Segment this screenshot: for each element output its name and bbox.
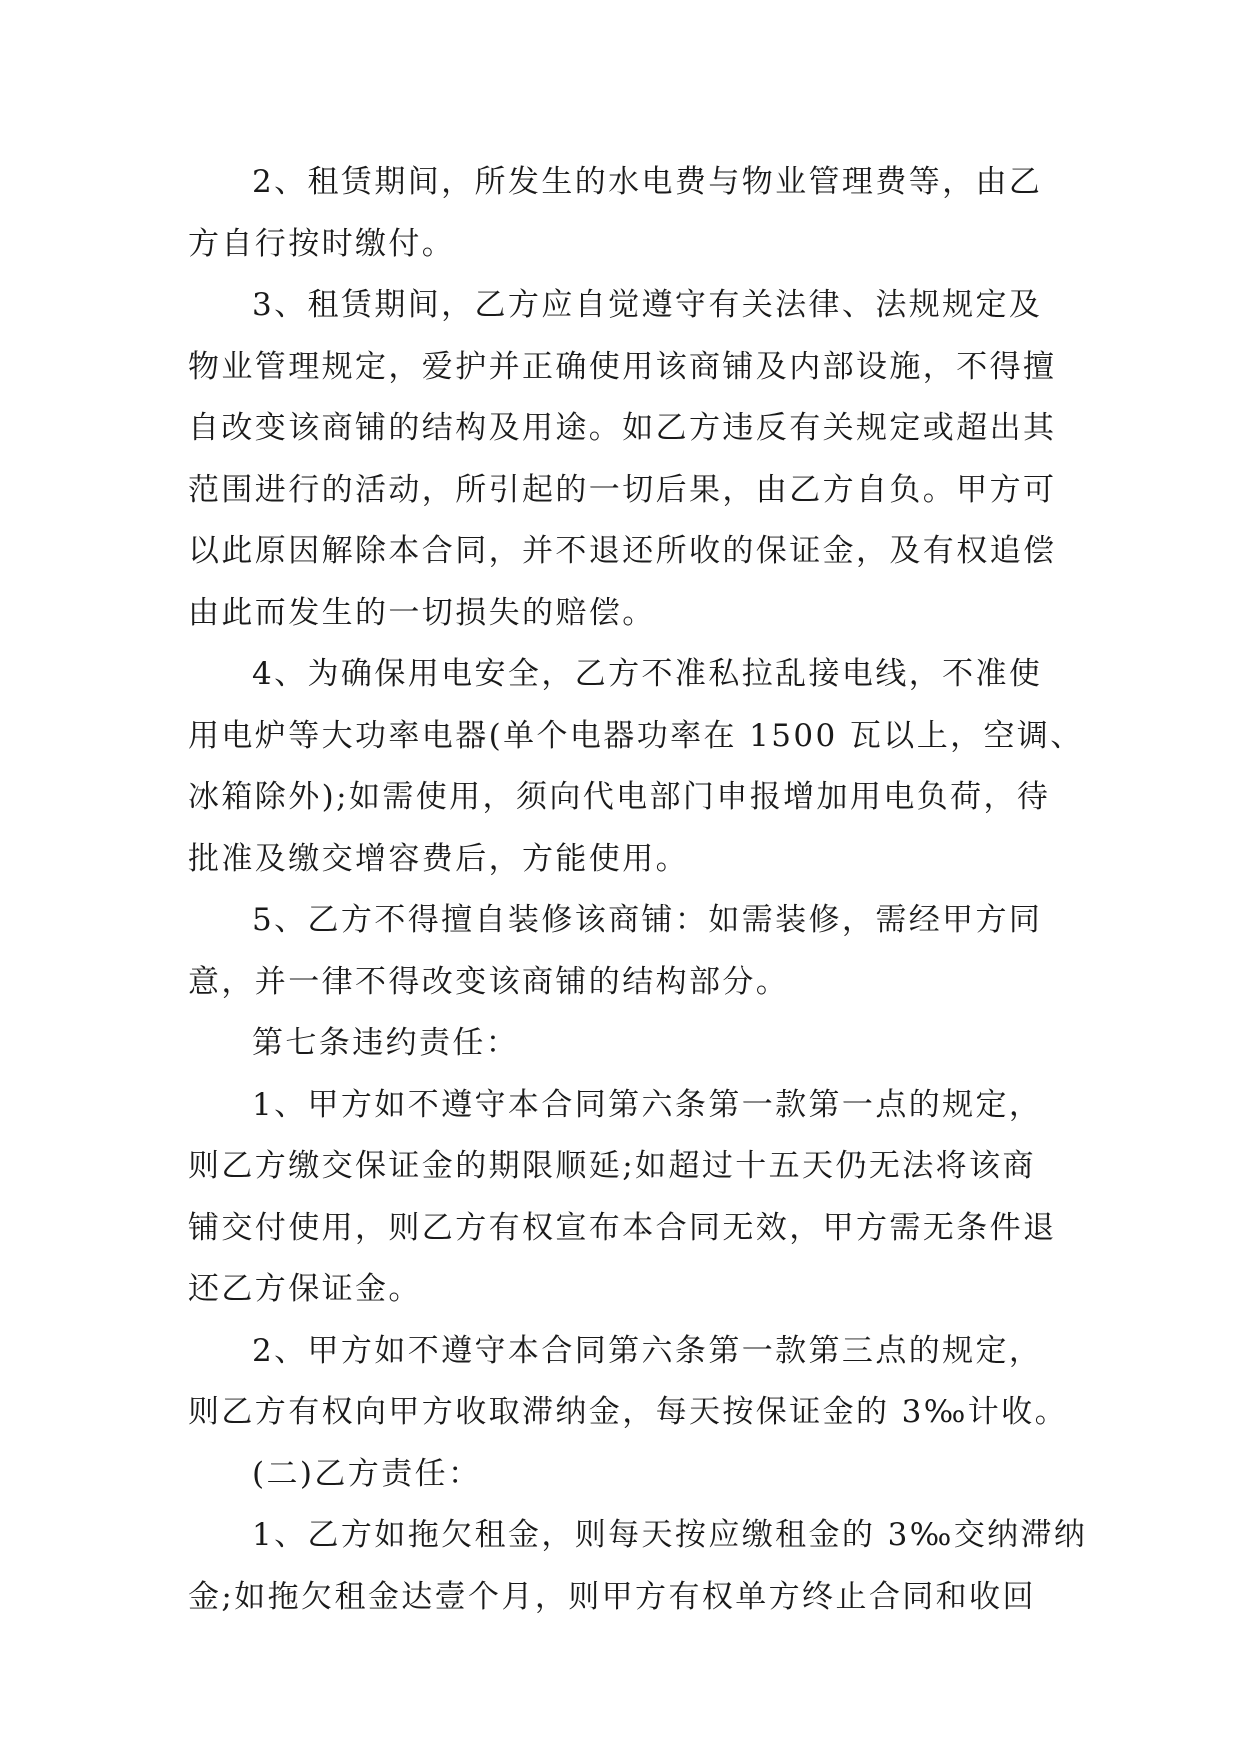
text-line: 由此而发生的一切损失的赔偿。 — [188, 594, 656, 631]
text-line: 4、为确保用电安全，乙方不准私拉乱接电线，不准使 — [252, 656, 1043, 692]
subsection-heading: (二)乙方责任： — [252, 1455, 482, 1492]
text-line: 物业管理规定，爱护并正确使用该商铺及内部设施，不得擅 — [188, 348, 1057, 385]
text-line: 金;如拖欠租金达壹个月，则甲方有权单方终止合同和收回 — [188, 1578, 1036, 1615]
text-line: 则乙方缴交保证金的期限顺延;如超过十五天仍无法将该商 — [188, 1148, 1036, 1184]
text-line: 自改变该商铺的结构及用途。如乙方违反有关规定或超出其 — [188, 410, 1057, 446]
text-line: 3、租赁期间，乙方应自觉遵守有关法律、法规规定及 — [252, 287, 1043, 323]
text-line: 1、乙方如拖欠租金，则每天按应缴租金的 3‰交纳滞纳 — [252, 1517, 1088, 1553]
text-line: 方自行按时缴付。 — [188, 225, 456, 262]
text-line: 铺交付使用，则乙方有权宣布本合同无效，甲方需无条件退 — [188, 1209, 1057, 1246]
text-line: 2、甲方如不遵守本合同第六条第一款第三点的规定， — [252, 1332, 1043, 1369]
text-line: 1、甲方如不遵守本合同第六条第一款第一点的规定， — [252, 1086, 1043, 1123]
text-line: 以此原因解除本合同，并不退还所收的保证金，及有权追偿 — [188, 533, 1057, 569]
text-line: 2、租赁期间，所发生的水电费与物业管理费等，由乙 — [252, 164, 1043, 200]
text-line: 5、乙方不得擅自装修该商铺：如需装修，需经甲方同 — [252, 902, 1043, 938]
contract-text-body — [188, 152, 1088, 1628]
text-line: 冰箱除外);如需使用，须向代电部门申报增加用电负荷，待 — [188, 779, 1051, 815]
text-line: 范围进行的活动，所引起的一切后果，由乙方自负。甲方可 — [188, 471, 1057, 508]
section-heading: 第七条违约责任： — [252, 1025, 520, 1061]
text-line: 还乙方保证金。 — [188, 1271, 422, 1307]
text-line: 用电炉等大功率电器(单个电器功率在 1500 瓦以上，空调、 — [188, 717, 1084, 754]
text-line: 则乙方有权向甲方收取滞纳金，每天按保证金的 3‰计收。 — [188, 1394, 1068, 1430]
text-line: 批准及缴交增容费后，方能使用。 — [188, 840, 689, 877]
text-line: 意，并一律不得改变该商铺的结构部分。 — [188, 963, 790, 1000]
